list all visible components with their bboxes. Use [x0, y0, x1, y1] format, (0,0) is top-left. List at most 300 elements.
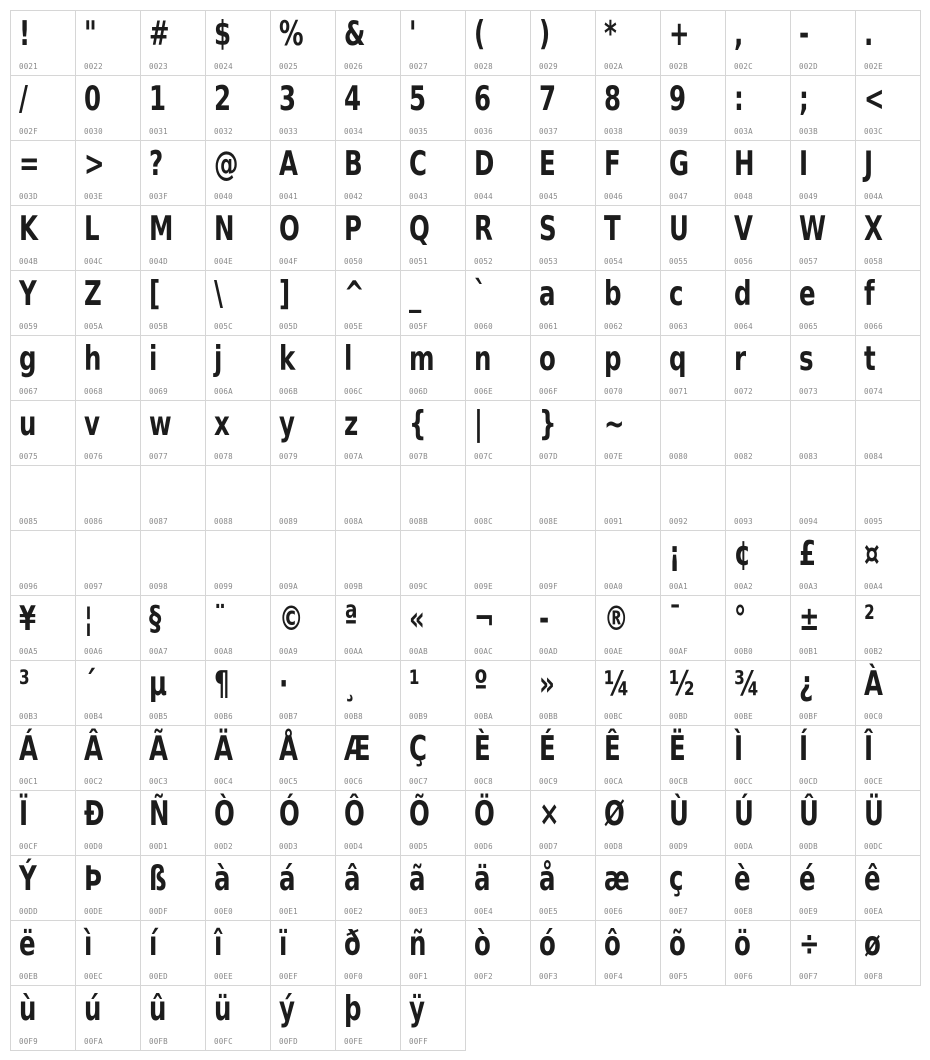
- glyph-character: Ð: [84, 794, 105, 834]
- glyph-character: 2: [214, 79, 232, 119]
- glyph-character: _: [409, 274, 422, 314]
- glyph-codepoint-label: 00E7: [669, 907, 688, 916]
- glyph-character: ê: [864, 859, 881, 899]
- glyph-character: $: [214, 14, 232, 54]
- glyph-cell: [791, 596, 856, 661]
- glyph-codepoint-label: 00FC: [214, 1037, 233, 1046]
- glyph-cell: [271, 986, 336, 1051]
- glyph-codepoint-label: 00FB: [149, 1037, 168, 1046]
- glyph-character: #: [149, 14, 170, 54]
- glyph-codepoint-label: 00FD: [279, 1037, 298, 1046]
- glyph-character: M: [149, 209, 174, 249]
- glyph-cell: [271, 336, 336, 401]
- glyph-cell: [271, 791, 336, 856]
- glyph-codepoint-label: 007D: [539, 452, 558, 461]
- glyph-character: m: [409, 339, 435, 379]
- glyph-character: N: [214, 209, 235, 249]
- glyph-character: %: [279, 14, 304, 54]
- glyph-cell: [466, 661, 531, 726]
- glyph-cell: [531, 11, 596, 76]
- glyph-character: O: [279, 209, 300, 249]
- glyph-cell: [76, 661, 141, 726]
- glyph-character: S: [539, 209, 557, 249]
- glyph-cell: [466, 11, 531, 76]
- glyph-cell: [661, 336, 726, 401]
- glyph-character: Ò: [214, 794, 235, 834]
- glyph-codepoint-label: 00F7: [799, 972, 818, 981]
- glyph-codepoint-label: 0028: [474, 62, 493, 71]
- glyph-character: ¼: [604, 664, 630, 704]
- glyph-character: |: [474, 404, 483, 444]
- glyph-codepoint-label: 0051: [409, 257, 428, 266]
- glyph-cell: [661, 921, 726, 986]
- glyph-cell: [271, 921, 336, 986]
- glyph-character: §: [149, 599, 162, 639]
- glyph-cell: [141, 791, 206, 856]
- glyph-codepoint-label: 0099: [214, 582, 233, 591]
- glyph-codepoint-label: 0086: [84, 517, 103, 526]
- glyph-codepoint-label: 004C: [84, 257, 103, 266]
- glyph-codepoint-label: 007C: [474, 452, 493, 461]
- glyph-codepoint-label: 0021: [19, 62, 38, 71]
- glyph-character: Õ: [409, 794, 430, 834]
- glyph-cell: [206, 76, 271, 141]
- glyph-codepoint-label: 00F8: [864, 972, 883, 981]
- glyph-cell: [531, 466, 596, 531]
- glyph-character: ï: [279, 924, 288, 964]
- glyph-codepoint-label: 00C1: [19, 777, 38, 786]
- glyph-codepoint-label: 0041: [279, 192, 298, 201]
- glyph-cell: [856, 661, 921, 726]
- glyph-cell: [661, 531, 726, 596]
- glyph-codepoint-label: 00BB: [539, 712, 558, 721]
- glyph-character: l: [344, 339, 353, 379]
- glyph-cell: [11, 726, 76, 791]
- glyph-cell: [76, 531, 141, 596]
- glyph-cell: [531, 661, 596, 726]
- glyph-cell: [531, 401, 596, 466]
- glyph-cell: [141, 921, 206, 986]
- glyph-cell: [466, 596, 531, 661]
- glyph-codepoint-label: 0059: [19, 322, 38, 331]
- glyph-character: þ: [344, 989, 362, 1029]
- glyph-codepoint-label: 0073: [799, 387, 818, 396]
- glyph-character: È: [474, 729, 491, 769]
- glyph-character: G: [669, 144, 690, 184]
- glyph-character: À: [864, 664, 883, 704]
- glyph-cell: [856, 401, 921, 466]
- glyph-character: Ü: [864, 794, 884, 834]
- glyph-character: U: [669, 209, 689, 249]
- glyph-cell: [11, 921, 76, 986]
- glyph-cell: [271, 596, 336, 661]
- glyph-character: à: [214, 859, 231, 899]
- glyph-codepoint-label: 003E: [84, 192, 103, 201]
- glyph-codepoint-label: 00D8: [604, 842, 623, 851]
- glyph-character: :: [734, 79, 744, 119]
- glyph-cell: [791, 336, 856, 401]
- glyph-cell: [76, 596, 141, 661]
- glyph-codepoint-label: 00F4: [604, 972, 623, 981]
- glyph-cell: [271, 531, 336, 596]
- glyph-cell: [401, 141, 466, 206]
- glyph-codepoint-label: 0079: [279, 452, 298, 461]
- glyph-character: ñ: [409, 924, 427, 964]
- glyph-character: B: [344, 144, 363, 184]
- glyph-codepoint-label: 00B2: [864, 647, 883, 656]
- glyph-cell: [11, 11, 76, 76]
- glyph-cell: [726, 531, 791, 596]
- glyph-cell: [856, 726, 921, 791]
- glyph-codepoint-label: 00AA: [344, 647, 363, 656]
- glyph-character: Ç: [409, 729, 427, 769]
- glyph-cell: [531, 856, 596, 921]
- glyph-cell: [531, 76, 596, 141]
- glyph-codepoint-label: 0075: [19, 452, 38, 461]
- glyph-codepoint-label: 0035: [409, 127, 428, 136]
- glyph-cell: [466, 726, 531, 791]
- glyph-character: I: [799, 144, 809, 184]
- glyph-character: ×: [539, 794, 560, 834]
- glyph-character: X: [864, 209, 883, 249]
- glyph-cell: [271, 271, 336, 336]
- glyph-codepoint-label: 005C: [214, 322, 233, 331]
- glyph-codepoint-label: 00E8: [734, 907, 753, 916]
- glyph-codepoint-label: 0089: [279, 517, 298, 526]
- glyph-cell: [791, 401, 856, 466]
- glyph-cell: [76, 141, 141, 206]
- glyph-cell: [466, 271, 531, 336]
- glyph-codepoint-label: 00A5: [19, 647, 38, 656]
- glyph-codepoint-label: 00F9: [19, 1037, 38, 1046]
- glyph-character: >: [84, 144, 105, 184]
- glyph-character: @: [214, 144, 239, 184]
- glyph-cell: [466, 921, 531, 986]
- glyph-character: (: [474, 14, 486, 54]
- glyph-cell: [401, 401, 466, 466]
- glyph-character: D: [474, 144, 495, 184]
- glyph-character: Î: [864, 729, 874, 769]
- glyph-cell: [791, 726, 856, 791]
- glyph-codepoint-label: 0061: [539, 322, 558, 331]
- glyph-character: v: [84, 404, 100, 444]
- glyph-cell: [76, 921, 141, 986]
- glyph-codepoint-label: 007B: [409, 452, 428, 461]
- glyph-codepoint-label: 0060: [474, 322, 493, 331]
- glyph-codepoint-label: 0025: [279, 62, 298, 71]
- glyph-cell: [206, 466, 271, 531]
- glyph-codepoint-label: 0048: [734, 192, 753, 201]
- glyph-codepoint-label: 00C8: [474, 777, 493, 786]
- glyph-character: É: [539, 729, 556, 769]
- glyph-codepoint-label: 005F: [409, 322, 428, 331]
- glyph-codepoint-label: 00E2: [344, 907, 363, 916]
- glyph-cell: [531, 206, 596, 271]
- glyph-character: ®: [604, 599, 629, 639]
- glyph-codepoint-label: 00D6: [474, 842, 493, 851]
- glyph-character: ë: [19, 924, 36, 964]
- glyph-character: K: [19, 209, 38, 249]
- glyph-codepoint-label: 008C: [474, 517, 493, 526]
- glyph-character: +: [669, 14, 690, 54]
- glyph-character: å: [539, 859, 556, 899]
- glyph-cell: [206, 271, 271, 336]
- glyph-cell: [856, 596, 921, 661]
- glyph-cell: [336, 206, 401, 271]
- glyph-cell: [791, 271, 856, 336]
- glyph-cell: [791, 856, 856, 921]
- glyph-cell: [856, 76, 921, 141]
- glyph-codepoint-label: 00EA: [864, 907, 883, 916]
- glyph-codepoint-label: 0074: [864, 387, 883, 396]
- glyph-character: ¡: [669, 534, 681, 574]
- glyph-character: ¹: [409, 664, 420, 704]
- glyph-codepoint-label: 005E: [344, 322, 363, 331]
- glyph-character: ·: [279, 664, 289, 704]
- glyph-codepoint-label: 0042: [344, 192, 363, 201]
- glyph-codepoint-label: 004B: [19, 257, 38, 266]
- glyph-cell: [856, 271, 921, 336]
- glyph-codepoint-label: 00C4: [214, 777, 233, 786]
- glyph-codepoint-label: 0058: [864, 257, 883, 266]
- glyph-character: *: [604, 14, 617, 54]
- glyph-codepoint-label: 0038: [604, 127, 623, 136]
- glyph-cell: [531, 596, 596, 661]
- glyph-character: î: [214, 924, 223, 964]
- glyph-character: -: [799, 14, 810, 54]
- glyph-cell: [596, 466, 661, 531]
- glyph-cell: [596, 11, 661, 76]
- glyph-cell: [531, 141, 596, 206]
- glyph-cell: [661, 206, 726, 271]
- glyph-cell: [206, 726, 271, 791]
- glyph-codepoint-label: 0037: [539, 127, 558, 136]
- glyph-codepoint-label: 004F: [279, 257, 298, 266]
- glyph-codepoint-label: 00A8: [214, 647, 233, 656]
- glyph-cell: [11, 401, 76, 466]
- glyph-codepoint-label: 00AF: [669, 647, 688, 656]
- glyph-cell: [726, 76, 791, 141]
- glyph-cell: [791, 11, 856, 76]
- glyph-character: ¶: [214, 664, 230, 704]
- glyph-codepoint-label: 003D: [19, 192, 38, 201]
- glyph-codepoint-label: 0052: [474, 257, 493, 266]
- glyph-character: Û: [799, 794, 819, 834]
- glyph-character: Ú: [734, 794, 754, 834]
- glyph-character: C: [409, 144, 427, 184]
- glyph-codepoint-label: 00DF: [149, 907, 168, 916]
- glyph-codepoint-label: 004D: [149, 257, 168, 266]
- glyph-cell: [141, 271, 206, 336]
- glyph-codepoint-label: 0078: [214, 452, 233, 461]
- glyph-cell: [271, 206, 336, 271]
- glyph-character: f: [864, 274, 875, 314]
- glyph-cell: [141, 141, 206, 206]
- glyph-character: [: [149, 274, 161, 314]
- glyph-codepoint-label: 0049: [799, 192, 818, 201]
- glyph-character: ^: [344, 274, 365, 314]
- glyph-cell: [271, 141, 336, 206]
- glyph-cell: [726, 856, 791, 921]
- glyph-cell: [466, 466, 531, 531]
- glyph-cell: [141, 661, 206, 726]
- glyph-cell: [726, 336, 791, 401]
- glyph-character: ¥: [19, 599, 37, 639]
- glyph-cell: [206, 856, 271, 921]
- glyph-character: h: [84, 339, 102, 379]
- glyph-codepoint-label: 0071: [669, 387, 688, 396]
- glyph-codepoint-label: 0062: [604, 322, 623, 331]
- glyph-codepoint-label: 0065: [799, 322, 818, 331]
- glyph-codepoint-label: 00CA: [604, 777, 623, 786]
- glyph-character: <: [864, 79, 885, 119]
- glyph-codepoint-label: 00BE: [734, 712, 753, 721]
- glyph-cell: [336, 791, 401, 856]
- glyph-codepoint-label: 00FA: [84, 1037, 103, 1046]
- glyph-codepoint-label: 00F6: [734, 972, 753, 981]
- glyph-cell: [206, 141, 271, 206]
- glyph-codepoint-label: 00DB: [799, 842, 818, 851]
- glyph-cell: [726, 791, 791, 856]
- glyph-character: ö: [734, 924, 751, 964]
- glyph-codepoint-label: 005B: [149, 322, 168, 331]
- glyph-codepoint-label: 0093: [734, 517, 753, 526]
- glyph-codepoint-label: 0031: [149, 127, 168, 136]
- glyph-codepoint-label: 00DC: [864, 842, 883, 851]
- glyph-character: ½: [669, 664, 695, 704]
- glyph-codepoint-label: 0069: [149, 387, 168, 396]
- glyph-codepoint-label: 00B0: [734, 647, 753, 656]
- glyph-cell: [596, 791, 661, 856]
- glyph-character: Ê: [604, 729, 621, 769]
- glyph-codepoint-label: 00D1: [149, 842, 168, 851]
- glyph-character: ø: [864, 924, 881, 964]
- glyph-codepoint-label: 0098: [149, 582, 168, 591]
- glyph-codepoint-label: 0064: [734, 322, 753, 331]
- glyph-cell: [856, 921, 921, 986]
- glyph-character: ²: [864, 599, 875, 639]
- glyph-character: ¨: [214, 599, 227, 639]
- glyph-character: ): [539, 14, 551, 54]
- glyph-codepoint-label: 00D4: [344, 842, 363, 851]
- glyph-codepoint-label: 00D0: [84, 842, 103, 851]
- glyph-character: Ë: [669, 729, 686, 769]
- glyph-cell: [336, 141, 401, 206]
- glyph-codepoint-label: 00C0: [864, 712, 883, 721]
- glyph-codepoint-label: 00F3: [539, 972, 558, 981]
- glyph-character: =: [19, 144, 40, 184]
- glyph-character: Å: [279, 729, 298, 769]
- glyph-character: Ù: [669, 794, 689, 834]
- glyph-codepoint-label: 00A3: [799, 582, 818, 591]
- glyph-cell: [401, 11, 466, 76]
- glyph-cell: [206, 11, 271, 76]
- glyph-character: J: [864, 144, 874, 184]
- glyph-codepoint-label: 00B7: [279, 712, 298, 721]
- glyph-character: é: [799, 859, 816, 899]
- glyph-codepoint-label: 0027: [409, 62, 428, 71]
- glyph-codepoint-label: 0036: [474, 127, 493, 136]
- glyph-character: j: [214, 339, 223, 379]
- glyph-character: w: [149, 404, 172, 444]
- glyph-codepoint-label: 002E: [864, 62, 883, 71]
- glyph-cell: [856, 336, 921, 401]
- glyph-character: b: [604, 274, 622, 314]
- glyph-cell: [206, 986, 271, 1051]
- glyph-character: µ: [149, 664, 168, 704]
- glyph-character: }: [539, 404, 557, 444]
- glyph-cell: [791, 791, 856, 856]
- glyph-character: ¾: [734, 664, 760, 704]
- glyph-codepoint-label: 00A2: [734, 582, 753, 591]
- glyph-codepoint-label: 0024: [214, 62, 233, 71]
- glyph-character: i: [149, 339, 158, 379]
- glyph-codepoint-label: 00AD: [539, 647, 558, 656]
- glyph-codepoint-label: 007E: [604, 452, 623, 461]
- glyph-cell: [271, 661, 336, 726]
- glyph-cell: [466, 401, 531, 466]
- glyph-cell: [11, 141, 76, 206]
- glyph-character: F: [604, 144, 621, 184]
- glyph-codepoint-label: 00BD: [669, 712, 688, 721]
- glyph-codepoint-label: 00DA: [734, 842, 753, 851]
- glyph-codepoint-label: 00CC: [734, 777, 753, 786]
- glyph-character: Q: [409, 209, 430, 249]
- glyph-character: º: [474, 664, 488, 704]
- glyph-codepoint-label: 0046: [604, 192, 623, 201]
- glyph-character: ÿ: [409, 989, 425, 1029]
- glyph-cell: [401, 271, 466, 336]
- glyph-codepoint-label: 002C: [734, 62, 753, 71]
- glyph-cell: [596, 921, 661, 986]
- glyph-character: «: [409, 599, 425, 639]
- glyph-codepoint-label: 0030: [84, 127, 103, 136]
- glyph-cell: [466, 206, 531, 271]
- glyph-cell: [336, 401, 401, 466]
- glyph-character: &: [344, 14, 366, 54]
- glyph-codepoint-label: 00F1: [409, 972, 428, 981]
- glyph-cell: [661, 856, 726, 921]
- glyph-codepoint-label: 00D2: [214, 842, 233, 851]
- glyph-codepoint-label: 00BA: [474, 712, 493, 721]
- glyph-cell: [856, 856, 921, 921]
- glyph-cell: [726, 11, 791, 76]
- glyph-codepoint-label: 0087: [149, 517, 168, 526]
- glyph-character: ÷: [799, 924, 820, 964]
- glyph-character: H: [734, 144, 755, 184]
- glyph-cell: [726, 661, 791, 726]
- glyph-codepoint-label: 0082: [734, 452, 753, 461]
- glyph-cell: [791, 206, 856, 271]
- glyph-codepoint-label: 0066: [864, 322, 883, 331]
- glyph-codepoint-label: 003A: [734, 127, 753, 136]
- glyph-character: c: [669, 274, 684, 314]
- glyph-chart-grid: [10, 10, 921, 1051]
- glyph-cell: [271, 856, 336, 921]
- glyph-cell: [76, 986, 141, 1051]
- glyph-codepoint-label: 0044: [474, 192, 493, 201]
- glyph-cell: [596, 271, 661, 336]
- glyph-codepoint-label: 009C: [409, 582, 428, 591]
- glyph-character: »: [539, 664, 555, 704]
- glyph-character: ': [409, 14, 417, 54]
- glyph-codepoint-label: 00D3: [279, 842, 298, 851]
- glyph-character: ¯: [669, 599, 682, 639]
- glyph-character: `: [474, 274, 487, 314]
- glyph-codepoint-label: 00FE: [344, 1037, 363, 1046]
- glyph-codepoint-label: 00DD: [19, 907, 38, 916]
- glyph-character: Ó: [279, 794, 300, 834]
